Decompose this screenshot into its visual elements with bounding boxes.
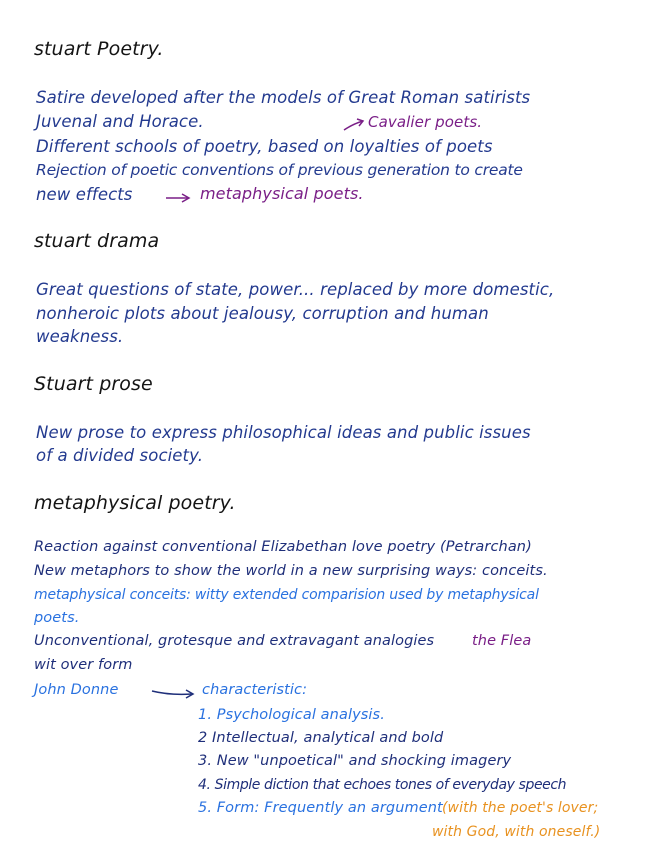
characteristic-item-1: 1. Psychological analysis.	[198, 707, 385, 723]
heading-stuart-drama: stuart drama	[34, 230, 160, 252]
meta-line-3: metaphysical conceits: witty extended comparision used by metaphysical	[34, 587, 539, 603]
drama-line-3: weakness.	[36, 327, 124, 346]
drama-line-2: nonheroic plots about jealousy, corruption and human	[36, 304, 489, 323]
meta-line-6: wit over form	[34, 657, 133, 673]
heading-stuart-prose: Stuart prose	[34, 373, 153, 395]
characteristic-label: characteristic:	[202, 682, 308, 698]
characteristic-item-2: 2 Intellectual, analytical and bold	[198, 730, 444, 746]
meta-line-2: New metaphors to show the world in a new surprising ways: conceits.	[34, 563, 548, 579]
poetry-line-1: Satire developed after the models of Great Roman satirists	[36, 88, 531, 107]
meta-line-1: Reaction against conventional Elizabethan love poetry (Petrarchan)	[34, 539, 532, 555]
poetry-line-3: Different schools of poetry, based on loyalties of poets	[36, 137, 493, 156]
metaphysical-poets-note: metaphysical poets.	[200, 184, 364, 203]
arrow-icon	[164, 192, 192, 204]
characteristic-item-4: 4. Simple diction that echoes tones of everyday speech	[198, 777, 567, 793]
characteristic-item-3: 3. New "unpoetical" and shocking imagery	[198, 753, 512, 769]
prose-line-1: New prose to express philosophical ideas and public issues	[36, 423, 531, 442]
heading-metaphysical-poetry: metaphysical poetry.	[34, 492, 236, 514]
poetry-line-5: new effects	[36, 185, 133, 204]
the-flea-note: the Flea	[472, 633, 532, 649]
arrow-icon	[150, 686, 196, 700]
prose-line-2: of a divided society.	[36, 446, 204, 465]
john-donne-label: John Donne	[34, 682, 119, 698]
item-5-note-b: with God, with oneself.)	[432, 824, 601, 840]
drama-line-1: Great questions of state, power... replaced by more domestic,	[36, 280, 555, 299]
poetry-line-4: Rejection of poetic conventions of previous generation to create	[36, 161, 523, 179]
meta-line-4: poets.	[34, 610, 80, 626]
arrow-icon	[342, 117, 366, 133]
item-5-note-a: (with the poet's lover;	[442, 800, 599, 816]
heading-stuart-poetry: stuart Poetry.	[34, 38, 164, 60]
poetry-line-2: Juvenal and Horace.	[36, 112, 204, 131]
cavalier-poets-note: Cavalier poets.	[368, 113, 483, 131]
characteristic-item-5: 5. Form: Frequently an argument	[198, 800, 443, 816]
meta-line-5: Unconventional, grotesque and extravagant analogies	[34, 633, 435, 649]
